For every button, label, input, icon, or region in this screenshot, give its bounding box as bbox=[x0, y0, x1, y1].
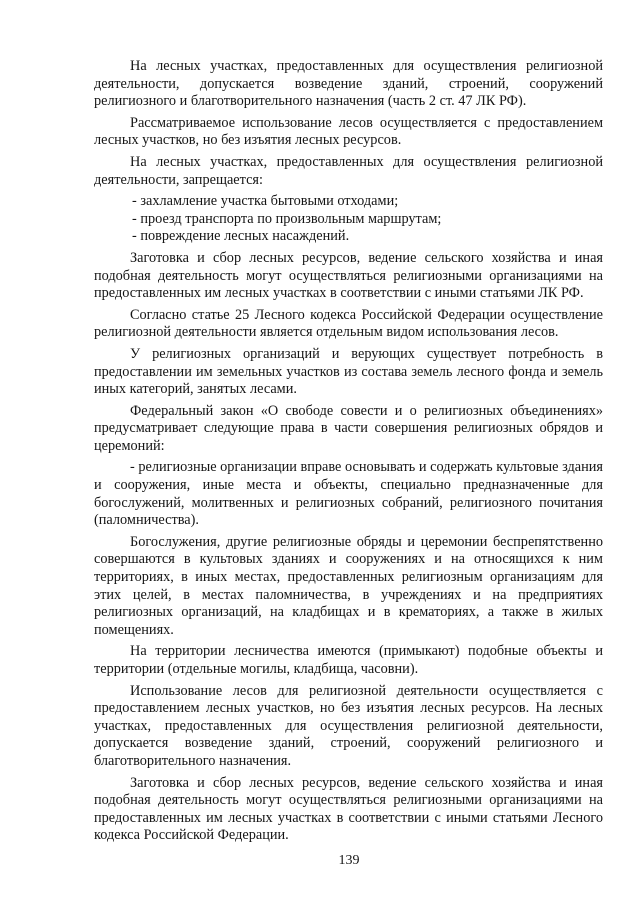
list-item-vehicle-passage: - проезд транспорта по произвольным маршрутам; bbox=[132, 210, 442, 227]
list-item-household-waste: - захламление участка бытовыми отходами; bbox=[132, 193, 399, 210]
paragraph-prohibited-intro: На лесных участках, предоставленных для осуществления религиозной деятельности, запрещается: bbox=[94, 153, 603, 188]
list-item-plantation-damage: - повреждение лесных насаждений. bbox=[132, 228, 350, 245]
body-text bbox=[94, 58, 603, 845]
paragraph-federal-law: Федеральный закон «О свободе совести и о религиозных объединениях» предусматривает следующие права в части совершения религиозных обрядов и церемоний: bbox=[94, 402, 603, 454]
paragraph-harvesting-final: Заготовка и сбор лесных ресурсов, ведение сельского хозяйства и иная подобная деятельность могут осуществляться религиозными организациями на предоставленных им лесных участках в соответствии с иными статьями Лесного кодекса Российской Федерации. bbox=[94, 774, 603, 844]
paragraph-forestry-territory: На территории лесничества имеются (примыкают) подобные объекты и территории (отдельные могилы, кладбища, часовни). bbox=[94, 643, 603, 677]
page-number: 139 bbox=[338, 853, 360, 868]
paragraph-resource-harvesting: Заготовка и сбор лесных ресурсов, ведение сельского хозяйства и иная подобная деятельность могут осуществляться религиозными организациями на предоставленных им лесных участках в соответствии с иными статьями ЛК РФ. bbox=[94, 249, 603, 302]
paragraph-land-need: У религиозных организаций и верующих существует потребность в предоставлении им земельных участков из состава земель лесного фонда и земель иных категорий, занятых лесами. bbox=[94, 345, 603, 398]
paragraph-usage-without-withdrawal: Рассматриваемое использование лесов осуществляется с предоставлением лесных участков, но без изъятия лесных ресурсов. bbox=[94, 114, 603, 149]
paragraph-religious-land-construction: На лесных участках, предоставленных для осуществления религиозной деятельности, допускается возведение зданий, строений, сооружений религиозного и благотворительного назначения (часть 2 ст. 47 ЛК РФ). bbox=[94, 58, 603, 110]
paragraph-organizations-rights: - религиозные организации вправе основывать и содержать культовые здания и сооружения, иные места и объекты, специально предназначенные для богослужений, молитвенных и религиозных собраний, религиозного почитания (паломничества). bbox=[94, 459, 603, 529]
paragraph-forest-usage-religious: Использование лесов для религиозной деятельности осуществляется с предоставлением лесных участков, но без изъятия лесных ресурсов. На лесных участках, предоставленных для осуществления религиозной деятельности, допускается возведение зданий, строений, сооружений религиозного и благотворительного назначения. bbox=[94, 682, 603, 769]
paragraph-article-25: Согласно статье 25 Лесного кодекса Российской Федерации осуществление религиозной деятельности является отдельным видом использования лесов. bbox=[94, 306, 603, 341]
paragraph-services-ceremonies: Богослужения, другие религиозные обряды и церемонии беспрепятственно совершаются в культовых зданиях и сооружениях и на относящихся к ним территориях, в иных местах, предоставленных религиозным организациям для этих целей, в местах паломничества, в учреждениях и на предприятиях религиозных организаций, на кладбищах и в крематориях, а также в жилых помещениях. bbox=[94, 533, 603, 638]
